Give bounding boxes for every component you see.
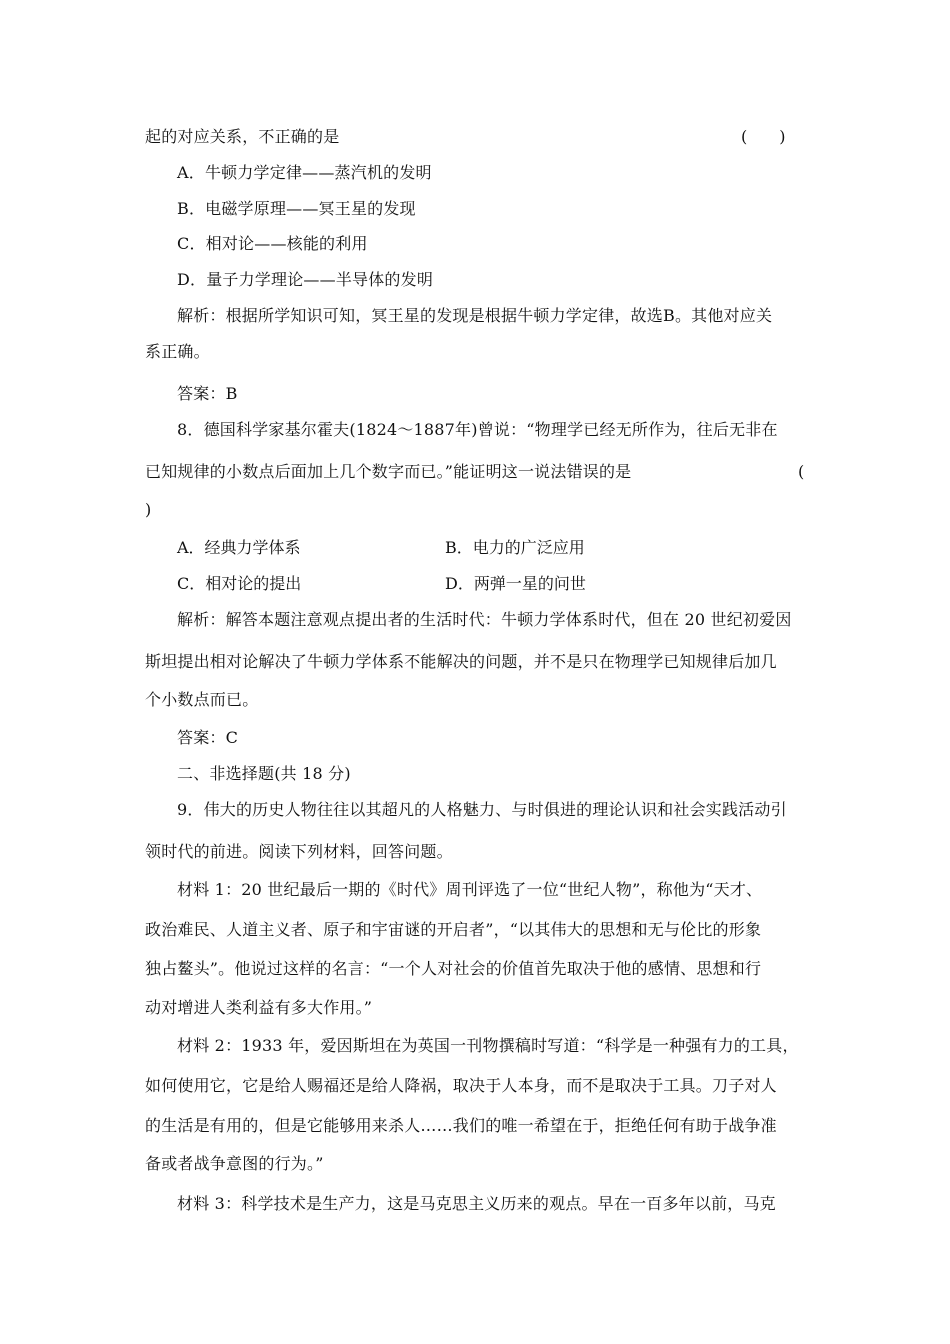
material-1-line-1: 材料 1：20 世纪最后一期的《时代》周刊评选了一位“世纪人物”，称他为“天才、 bbox=[177, 880, 763, 899]
q8-option-a: A．经典力学体系 bbox=[177, 538, 301, 557]
section-2-heading: 二、非选择题(共 18 分) bbox=[177, 764, 351, 783]
q7-option-a: A．牛顿力学定律——蒸汽机的发明 bbox=[177, 163, 432, 182]
q7-option-b: B．电磁学原理——冥王星的发现 bbox=[177, 199, 416, 218]
material-2-line-4: 备或者战争意图的行为。” bbox=[145, 1154, 324, 1173]
q7-answer: 答案：B bbox=[177, 384, 238, 403]
q8-option-c: C．相对论的提出 bbox=[177, 574, 302, 593]
q8-stem-line-1: 8．德国科学家基尔霍夫(1824～1887年)曾说：“物理学已经无所作为，往后无非在 bbox=[177, 420, 778, 439]
material-1-line-3: 独占鳌头”。他说过这样的名言：“一个人对社会的价值首先取决于他的感情、思想和行 bbox=[145, 959, 762, 978]
q8-blank-close: ) bbox=[145, 500, 152, 519]
q7-answer-blank: ( ) bbox=[741, 127, 786, 146]
q8-option-b: B．电力的广泛应用 bbox=[445, 538, 585, 557]
material-1-line-2: 政治难民、人道主义者、原子和宇宙谜的开启者”，“以其伟大的思想和无与伦比的形象 bbox=[145, 920, 762, 939]
q8-explanation-line-2: 斯坦提出相对论解决了牛顿力学体系不能解决的问题，并不是只在物理学已知规律后加几 bbox=[145, 652, 777, 671]
q9-stem-line-1: 9．伟大的历史人物往往以其超凡的人格魅力、与时俱进的理论认识和社会实践活动引 bbox=[177, 800, 787, 819]
q7-explanation-line-1: 解析：根据所学知识可知，冥王星的发现是根据牛顿力学定律，故选B。其他对应关 bbox=[177, 306, 773, 325]
q8-blank-open: ( bbox=[798, 462, 805, 481]
material-2-line-2: 如何使用它，它是给人赐福还是给人降祸，取决于人本身，而不是取决于工具。刀子对人 bbox=[145, 1076, 777, 1095]
material-3-line-1: 材料 3：科学技术是生产力，这是马克思主义历来的观点。早在一百多年以前，马克 bbox=[177, 1194, 776, 1213]
material-1-line-4: 动对增进人类利益有多大作用。” bbox=[145, 998, 373, 1017]
q7-option-c: C．相对论——核能的利用 bbox=[177, 234, 368, 253]
q7-explanation-line-2: 系正确。 bbox=[145, 342, 210, 361]
q8-option-d: D．两弹一星的问世 bbox=[445, 574, 586, 593]
q8-answer: 答案：C bbox=[177, 728, 239, 747]
q9-stem-line-2: 领时代的前进。阅读下列材料，回答问题。 bbox=[145, 842, 453, 861]
q8-stem-line-2: 已知规律的小数点后面加上几个数字而已。”能证明这一说法错误的是 bbox=[145, 462, 632, 481]
q8-explanation-line-1: 解析：解答本题注意观点提出者的生活时代：牛顿力学体系时代，但在 20 世纪初爱因 bbox=[177, 610, 792, 629]
material-2-line-3: 的生活是有用的，但是它能够用来杀人……我们的唯一希望在于，拒绝任何有助于战争准 bbox=[145, 1116, 777, 1135]
q7-option-d: D．量子力学理论——半导体的发明 bbox=[177, 270, 434, 289]
q8-explanation-line-3: 个小数点而已。 bbox=[145, 690, 259, 709]
q7-stem-line: 起的对应关系，不正确的是 bbox=[145, 127, 340, 146]
material-2-line-1: 材料 2：1933 年，爱因斯坦在为英国一刊物撰稿时写道：“科学是一种强有力的工具， bbox=[177, 1036, 799, 1055]
